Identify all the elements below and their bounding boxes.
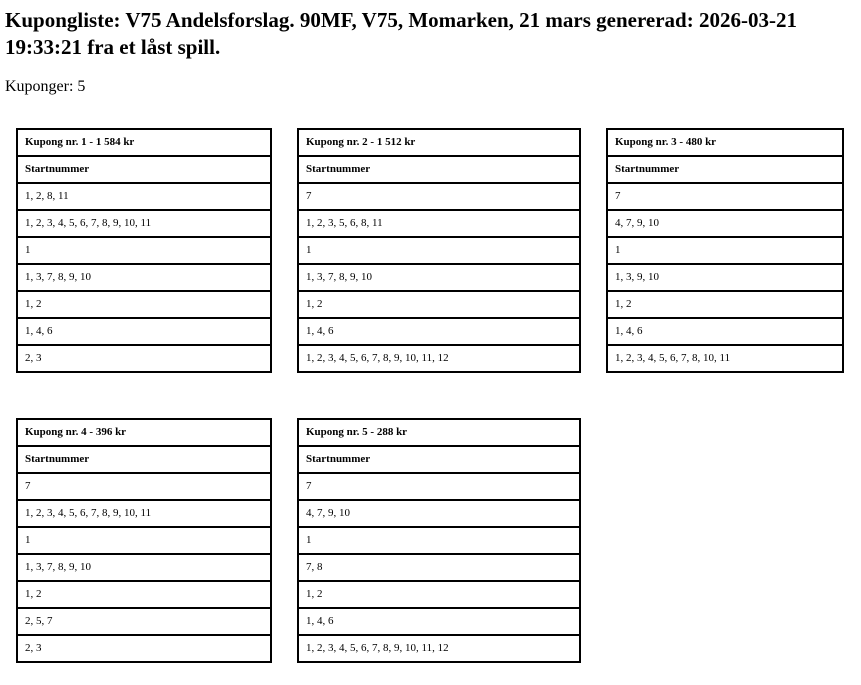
coupon-row: 1, 2 (17, 291, 271, 318)
coupon-row: 1, 2, 3, 5, 6, 8, 11 (298, 210, 580, 237)
coupon-subheader: Startnummer (607, 156, 843, 183)
coupon-row: 7 (298, 473, 580, 500)
coupon-header: Kupong nr. 2 - 1 512 kr (298, 129, 580, 156)
coupon-row: 1, 2 (17, 581, 271, 608)
coupon-row: 1, 4, 6 (298, 608, 580, 635)
coupon-table-4 (16, 418, 272, 663)
coupon-row: 2, 3 (17, 345, 271, 372)
coupon-row: 1, 3, 9, 10 (607, 264, 843, 291)
coupon-subheader: Startnummer (17, 156, 271, 183)
coupon-row: 7 (607, 183, 843, 210)
coupon-row: 1 (298, 237, 580, 264)
coupon-row: 1, 2, 3, 4, 5, 6, 7, 8, 9, 10, 11, 12 (298, 635, 580, 662)
coupon-row: 1, 2 (607, 291, 843, 318)
coupon-subheader: Startnummer (298, 156, 580, 183)
coupon-row: 7 (298, 183, 580, 210)
coupon-subheader: Startnummer (298, 446, 580, 473)
coupon-row: 1 (298, 527, 580, 554)
coupon-row: 2, 5, 7 (17, 608, 271, 635)
coupon-row: 7 (17, 473, 271, 500)
coupon-row: 1, 2 (298, 291, 580, 318)
page-title: Kupongliste: V75 Andelsforslag. 90MF, V75, Momarken, 21 mars genererad: 2026-03-21 19:33:21 fra et låst spill. (5, 8, 797, 59)
coupon-row: 1, 2, 3, 4, 5, 6, 7, 8, 9, 10, 11 (17, 500, 271, 527)
coupon-row: 2, 3 (17, 635, 271, 662)
coupon-header: Kupong nr. 3 - 480 kr (607, 129, 843, 156)
coupon-subheader: Startnummer (17, 446, 271, 473)
coupon-row: 1, 2 (298, 581, 580, 608)
coupon-row: 1, 3, 7, 8, 9, 10 (17, 264, 271, 291)
coupon-row: 1 (17, 527, 271, 554)
coupon-table-5 (297, 418, 581, 663)
coupon-row: 1, 2, 8, 11 (17, 183, 271, 210)
coupon-row: 7, 8 (298, 554, 580, 581)
coupon-header: Kupong nr. 5 - 288 kr (298, 419, 580, 446)
coupon-table-3 (606, 128, 844, 373)
coupon-row: 1 (607, 237, 843, 264)
coupon-row: 1, 3, 7, 8, 9, 10 (298, 264, 580, 291)
coupon-row: 1, 4, 6 (607, 318, 843, 345)
coupon-row: 1, 4, 6 (298, 318, 580, 345)
coupon-row: 1, 2, 3, 4, 5, 6, 7, 8, 9, 10, 11 (17, 210, 271, 237)
coupon-row: 1, 2, 3, 4, 5, 6, 7, 8, 10, 11 (607, 345, 843, 372)
coupon-header: Kupong nr. 4 - 396 kr (17, 419, 271, 446)
coupon-header: Kupong nr. 1 - 1 584 kr (17, 129, 271, 156)
coupon-row: 4, 7, 9, 10 (607, 210, 843, 237)
coupon-row: 1, 4, 6 (17, 318, 271, 345)
coupon-table-2 (297, 128, 581, 373)
coupon-row: 4, 7, 9, 10 (298, 500, 580, 527)
coupon-count: Kuponger: 5 (5, 78, 86, 95)
coupon-table-1 (16, 128, 272, 373)
coupon-row: 1 (17, 237, 271, 264)
coupon-row: 1, 3, 7, 8, 9, 10 (17, 554, 271, 581)
coupon-row: 1, 2, 3, 4, 5, 6, 7, 8, 9, 10, 11, 12 (298, 345, 580, 372)
